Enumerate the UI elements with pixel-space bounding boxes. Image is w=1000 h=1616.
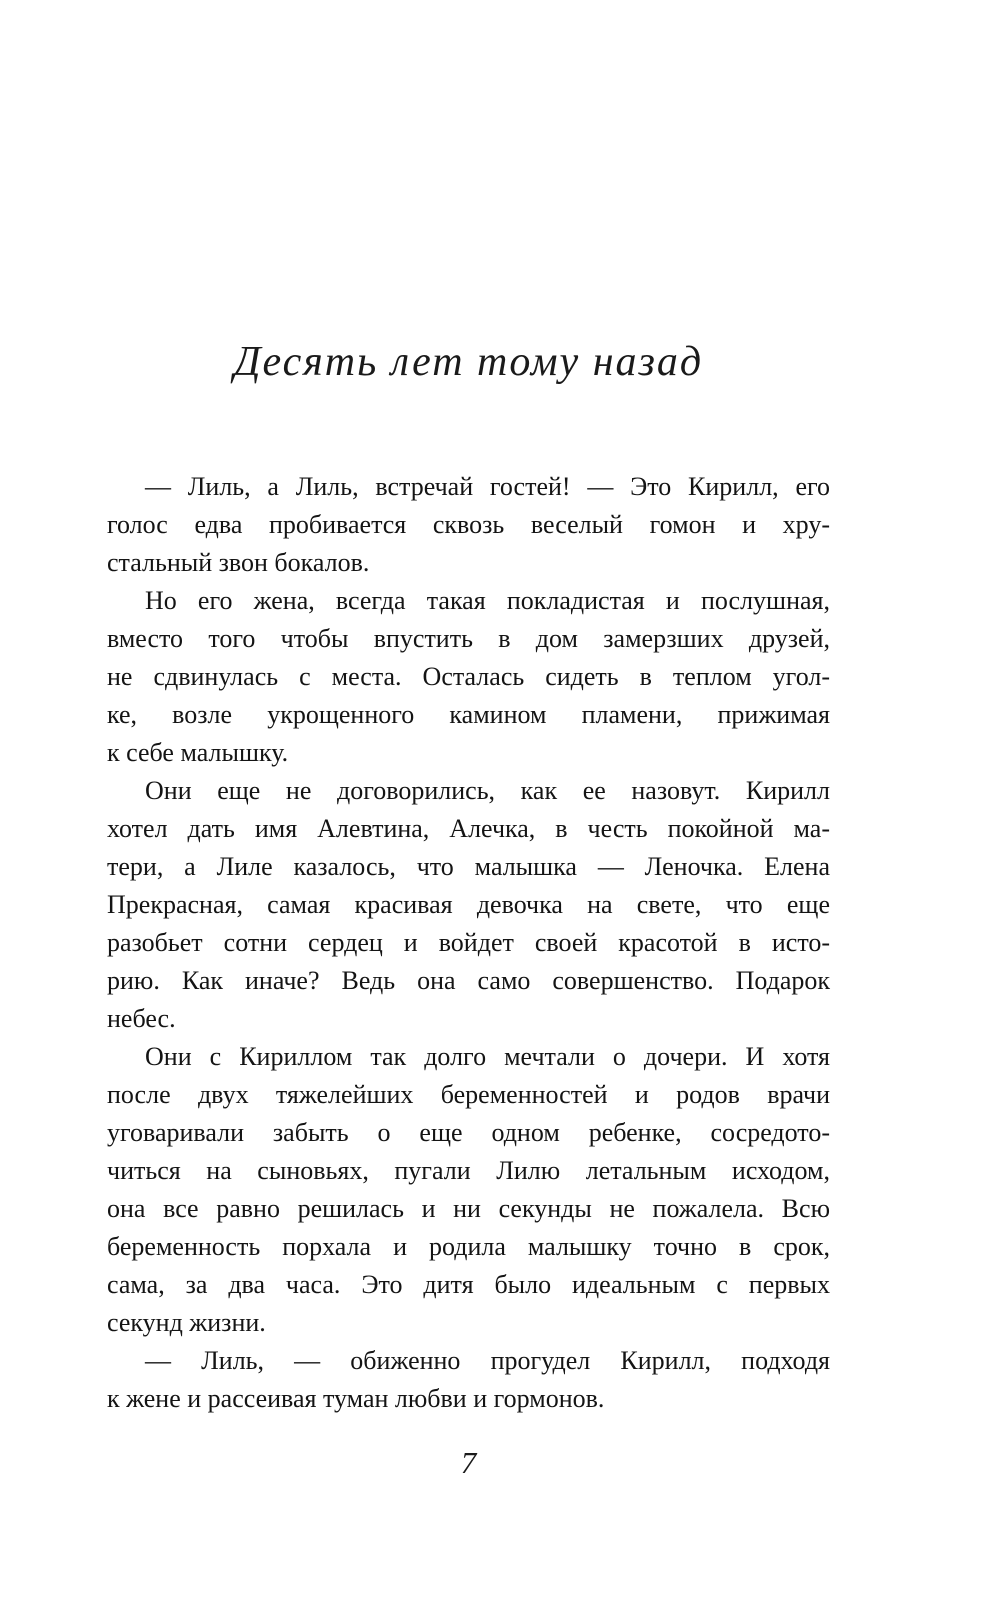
text-line: — Лиль, — обиженно прогудел Кирилл, подходя — [145, 1346, 830, 1375]
text-line: после двух тяжелейших беременностей и родов врачи — [107, 1080, 830, 1109]
text-line: Они еще не договорились, как ее назовут. Кирилл — [145, 776, 830, 805]
text-line: Но его жена, всегда такая покладистая и послушная, — [145, 586, 830, 615]
text-line: голос едва пробивается сквозь веселый гомон и хру- — [107, 510, 830, 539]
paragraph — [107, 772, 830, 1038]
text-line: разобьет сотни сердец и войдет своей красотой в исто- — [107, 928, 830, 957]
chapter-title: Десять лет тому назад — [233, 339, 704, 385]
text-line: небес. — [107, 1004, 176, 1033]
text-line: тери, а Лиле казалось, что малышка — Леночка. Елена — [107, 852, 830, 881]
body-text — [107, 468, 830, 1418]
text-line: вместо того чтобы впустить в дом замерзших друзей, — [107, 624, 830, 653]
text-line: — Лиль, а Лиль, встречай гостей! — Это Кирилл, его — [145, 472, 830, 501]
text-line: сама, за два часа. Это дитя было идеальным с первых — [107, 1270, 830, 1299]
text-line: к себе малышку. — [107, 738, 289, 767]
page-number: 7 — [460, 1445, 477, 1480]
text-line: она все равно решилась и ни секунды не пожалела. Всю — [107, 1194, 830, 1223]
text-line: не сдвинулась с места. Осталась сидеть в теплом угол- — [107, 662, 830, 691]
text-line: беременность порхала и родила малышку точно в срок, — [107, 1232, 830, 1261]
text-line: стальный звон бокалов. — [107, 548, 370, 577]
paragraph — [107, 582, 830, 772]
text-line: читься на сыновьях, пугали Лилю летальным исходом, — [107, 1156, 830, 1185]
text-line: ке, возле укрощенного камином пламени, прижимая — [107, 700, 830, 729]
text-line: к жене и рассеивая туман любви и гормонов. — [107, 1384, 605, 1413]
text-line: Прекрасная, самая красивая девочка на свете, что еще — [107, 890, 830, 919]
text-line: хотел дать имя Алевтина, Алечка, в честь покойной ма- — [107, 814, 830, 843]
paragraph — [107, 1038, 830, 1342]
text-line: секунд жизни. — [107, 1308, 266, 1337]
text-line: уговаривали забыть о еще одном ребенке, сосредото- — [107, 1118, 830, 1147]
paragraph — [107, 468, 830, 582]
text-line: Они с Кириллом так долго мечтали о дочери. И хотя — [145, 1042, 830, 1071]
text-line: рию. Как иначе? Ведь она само совершенство. Подарок — [107, 966, 830, 995]
paragraph — [107, 1342, 830, 1418]
